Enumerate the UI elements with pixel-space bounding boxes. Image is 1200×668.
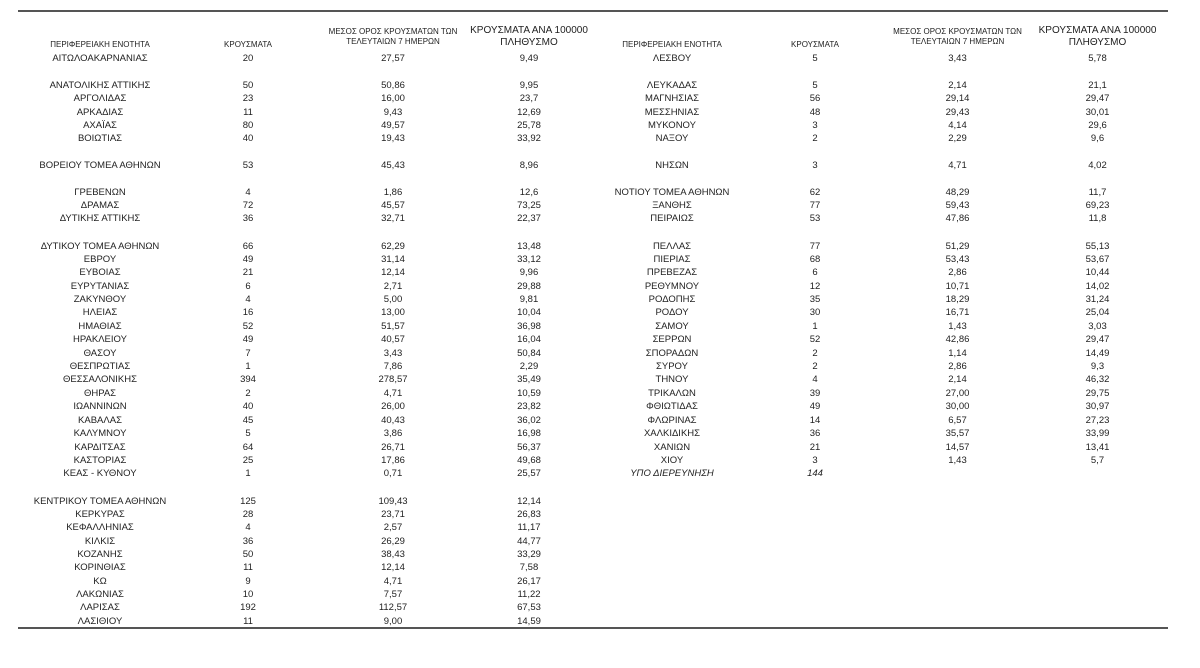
cases-cell: 4 <box>812 374 818 385</box>
region-cell: ΣΠΟΡΑΔΩΝ <box>645 348 699 359</box>
region-cell: ΗΛΕΙΑΣ <box>82 307 118 318</box>
avg7-cell: 31,14 <box>381 254 405 265</box>
region-cell: ΗΡΑΚΛΕΙΟΥ <box>73 334 127 345</box>
cases-cell: 3 <box>812 455 818 466</box>
cases-cell: 2 <box>245 388 251 399</box>
region-cell: ΘΕΣΠΡΩΤΙΑΣ <box>69 361 131 372</box>
cases-cell: 11 <box>243 616 253 627</box>
per100k-cell: 29,88 <box>517 281 541 292</box>
avg7-cell: 9,43 <box>383 107 403 118</box>
cases-cell: 5 <box>245 428 251 439</box>
cases-cell: 11 <box>243 562 253 573</box>
per100k-cell: 7,58 <box>519 562 539 573</box>
region-cell: ΡΕΘΥΜΝΟΥ <box>644 281 700 292</box>
cases-cell: 20 <box>242 53 254 64</box>
cases-cell: 35 <box>809 294 821 305</box>
region-cell: ΠΙΕΡΙΑΣ <box>653 254 691 265</box>
avg7-cell: 1,43 <box>948 321 967 332</box>
cases-cell: 48 <box>809 107 821 118</box>
region-cell: ΒΟΙΩΤΙΑΣ <box>77 133 123 144</box>
per100k-cell: 8,96 <box>519 160 539 171</box>
cases-cell: 4 <box>245 294 251 305</box>
left-header-avg7: ΜΕΣΟΣ ΟΡΟΣ ΚΡΟΥΣΜΑΤΩΝ ΤΩΝ ΤΕΛΕΥΤΑΙΩΝ 7 ΗΜΕΡΩΝ <box>328 27 458 46</box>
avg7-cell: 4,71 <box>383 388 403 399</box>
cases-cell: 7 <box>245 348 251 359</box>
region-cell: ΣΕΡΡΩΝ <box>652 334 692 345</box>
per100k-cell: 11,8 <box>1088 213 1107 224</box>
cases-cell: 72 <box>242 200 254 211</box>
per100k-cell: 35,49 <box>517 374 541 385</box>
region-cell: ΚΟΡΙΝΘΙΑΣ <box>74 562 126 573</box>
avg7-cell: 45,43 <box>381 160 405 171</box>
per100k-cell: 13,48 <box>517 241 541 252</box>
avg7-cell: 4,71 <box>948 160 967 171</box>
per100k-cell: 25,78 <box>517 120 541 131</box>
per100k-cell: 14,59 <box>517 616 541 627</box>
avg7-cell: 2,71 <box>383 281 403 292</box>
cases-cell: 1 <box>245 468 251 479</box>
per100k-cell: 22,37 <box>517 213 541 224</box>
region-cell: ΒΟΡΕΙΟΥ ΤΟΜΕΑ ΑΘΗΝΩΝ <box>39 160 161 171</box>
per100k-cell: 23,82 <box>517 401 541 412</box>
region-cell: ΦΘΙΩΤΙΔΑΣ <box>646 401 698 412</box>
avg7-cell: 2,57 <box>383 522 403 533</box>
per100k-cell: 67,53 <box>517 602 541 613</box>
per100k-cell: 9,81 <box>519 294 539 305</box>
region-cell: ΚΙΛΚΙΣ <box>84 536 116 547</box>
region-cell: ΛΑΣΙΘΙΟΥ <box>77 616 123 627</box>
region-cell: ΘΑΣΟΥ <box>83 348 117 359</box>
region-cell: ΚΑΛΥΜΝΟΥ <box>73 428 127 439</box>
region-cell: ΘΗΡΑΣ <box>83 388 117 399</box>
per100k-cell: 36,98 <box>517 321 541 332</box>
cases-cell: 1 <box>245 361 251 372</box>
region-cell: ΣΥΡΟΥ <box>656 361 688 372</box>
per100k-cell: 29,75 <box>1085 388 1110 399</box>
avg7-cell: 26,71 <box>381 442 405 453</box>
cases-cell: 4 <box>245 522 251 533</box>
region-cell: ΛΕΥΚΑΔΑΣ <box>646 80 698 91</box>
region-cell: ΞΑΝΘΗΣ <box>652 200 692 211</box>
per100k-cell: 29,47 <box>1085 93 1110 104</box>
region-cell: ΔΡΑΜΑΣ <box>80 200 120 211</box>
avg7-cell: 4,14 <box>948 120 967 131</box>
per100k-cell: 11,7 <box>1088 187 1107 198</box>
cases-cell: 39 <box>809 388 821 399</box>
region-cell: ΠΕΙΡΑΙΩΣ <box>650 213 694 224</box>
per100k-cell: 27,23 <box>1085 415 1110 426</box>
cases-cell: 49 <box>242 334 254 345</box>
cases-cell: 125 <box>240 496 256 507</box>
per100k-cell: 12,6 <box>519 187 539 198</box>
per100k-cell: 10,44 <box>1085 267 1110 278</box>
avg7-cell: 62,29 <box>381 241 405 252</box>
top-rule <box>18 10 1168 12</box>
per100k-cell: 9,95 <box>519 80 539 91</box>
per100k-cell: 3,03 <box>1088 321 1107 332</box>
avg7-cell: 14,57 <box>945 442 970 453</box>
avg7-cell: 51,57 <box>381 321 405 332</box>
per100k-cell: 14,02 <box>1085 281 1110 292</box>
region-cell: ΚΕΝΤΡΙΚΟΥ ΤΟΜΕΑ ΑΘΗΝΩΝ <box>33 496 167 507</box>
avg7-cell: 7,57 <box>383 589 403 600</box>
region-cell: ΕΥΡΥΤΑΝΙΑΣ <box>70 281 130 292</box>
cases-cell: 56 <box>809 93 821 104</box>
region-cell: ΚΕΡΚΥΡΑΣ <box>75 509 125 520</box>
avg7-cell: 7,86 <box>383 361 403 372</box>
per100k-cell: 30,97 <box>1085 401 1110 412</box>
cases-cell: 64 <box>242 442 254 453</box>
per100k-cell: 5,7 <box>1090 455 1105 466</box>
region-cell: ΔΥΤΙΚΗΣ ΑΤΤΙΚΗΣ <box>59 213 141 224</box>
avg7-cell: 6,57 <box>948 415 967 426</box>
left-header-per100k: ΚΡΟΥΣΜΑΤΑ ΑΝΑ 100000 ΠΛΗΘΥΣΜΟ <box>470 25 588 48</box>
per100k-cell: 16,98 <box>517 428 541 439</box>
region-cell: ΜΕΣΣΗΝΙΑΣ <box>644 107 700 118</box>
cases-cell: 3 <box>812 160 818 171</box>
avg7-cell: 26,00 <box>381 401 405 412</box>
region-cell: ΝΟΤΙΟΥ ΤΟΜΕΑ ΑΘΗΝΩΝ <box>614 187 730 198</box>
cases-cell: 144 <box>807 468 823 479</box>
per100k-cell: 25,04 <box>1085 307 1110 318</box>
avg7-cell: 17,86 <box>381 455 405 466</box>
per100k-cell: 21,1 <box>1088 80 1107 91</box>
avg7-cell: 2,86 <box>948 361 967 372</box>
per100k-cell: 9,49 <box>519 53 539 64</box>
avg7-cell: 26,29 <box>381 536 405 547</box>
cases-cell: 23 <box>242 93 254 104</box>
cases-cell: 40 <box>242 133 254 144</box>
cases-cell: 16 <box>242 307 254 318</box>
bottom-rule <box>18 627 1168 629</box>
cases-cell: 2 <box>812 133 818 144</box>
per100k-cell: 11,17 <box>517 522 541 533</box>
avg7-cell: 112,57 <box>378 602 408 613</box>
avg7-cell: 12,14 <box>381 267 405 278</box>
region-cell: ΡΟΔΟΠΗΣ <box>648 294 696 305</box>
avg7-cell: 19,43 <box>381 133 405 144</box>
cases-cell: 6 <box>812 267 818 278</box>
avg7-cell: 2,29 <box>948 133 967 144</box>
region-cell: ΛΑΚΩΝΙΑΣ <box>76 589 124 600</box>
region-cell: ΘΕΣΣΑΛΟΝΙΚΗΣ <box>63 374 137 385</box>
cases-cell: 9 <box>245 576 251 587</box>
avg7-cell: 29,43 <box>945 107 970 118</box>
per100k-cell: 56,37 <box>517 442 541 453</box>
cases-cell: 1 <box>812 321 818 332</box>
region-cell: ΦΛΩΡΙΝΑΣ <box>647 415 697 426</box>
right-header-cases: ΚΡΟΥΣΜΑΤΑ <box>791 40 839 49</box>
per100k-cell: 44,77 <box>517 536 541 547</box>
left-header-cases: ΚΡΟΥΣΜΑΤΑ <box>224 40 272 49</box>
cases-cell: 5 <box>812 53 818 64</box>
avg7-cell: 10,71 <box>945 281 970 292</box>
per100k-cell: 13,41 <box>1085 442 1110 453</box>
per100k-cell: 30,01 <box>1085 107 1110 118</box>
per100k-cell: 46,32 <box>1085 374 1110 385</box>
avg7-cell: 16,71 <box>945 307 970 318</box>
avg7-cell: 47,86 <box>945 213 970 224</box>
per100k-cell: 29,47 <box>1085 334 1110 345</box>
region-cell: ΛΑΡΙΣΑΣ <box>80 602 120 613</box>
cases-cell: 40 <box>242 401 254 412</box>
cases-cell: 77 <box>809 200 821 211</box>
per100k-cell: 69,23 <box>1085 200 1110 211</box>
avg7-cell: 45,57 <box>381 200 405 211</box>
cases-cell: 50 <box>242 549 254 560</box>
region-cell: ΤΡΙΚΑΛΩΝ <box>648 388 696 399</box>
cases-cell: 45 <box>242 415 254 426</box>
per100k-cell: 2,29 <box>519 361 539 372</box>
avg7-cell: 12,14 <box>381 562 405 573</box>
region-cell: ΤΗΝΟΥ <box>655 374 689 385</box>
cases-cell: 36 <box>809 428 821 439</box>
per100k-cell: 4,02 <box>1088 160 1107 171</box>
region-cell: ΜΥΚΟΝΟΥ <box>648 120 696 131</box>
right-header-per100k: ΚΡΟΥΣΜΑΤΑ ΑΝΑ 100000 ΠΛΗΘΥΣΜΟ <box>1038 25 1157 48</box>
per100k-cell: 5,78 <box>1088 53 1107 64</box>
region-cell: ΚΑΣΤΟΡΙΑΣ <box>73 455 127 466</box>
cases-cell: 14 <box>809 415 821 426</box>
cases-cell: 66 <box>242 241 254 252</box>
avg7-cell: 50,86 <box>381 80 405 91</box>
region-cell: ΑΧΑΪΑΣ <box>83 120 117 131</box>
avg7-cell: 23,71 <box>381 509 405 520</box>
per100k-cell: 53,67 <box>1085 254 1110 265</box>
per100k-cell: 36,02 <box>517 415 541 426</box>
region-cell: ΑΝΑΤΟΛΙΚΗΣ ΑΤΤΙΚΗΣ <box>49 80 151 91</box>
per100k-cell: 10,04 <box>517 307 541 318</box>
avg7-cell: 38,43 <box>381 549 405 560</box>
avg7-cell: 278,57 <box>378 374 408 385</box>
region-cell: ΠΡΕΒΕΖΑΣ <box>646 267 698 278</box>
cases-cell: 394 <box>240 374 256 385</box>
cases-cell: 50 <box>242 80 254 91</box>
cases-cell: 21 <box>809 442 821 453</box>
avg7-cell: 35,57 <box>945 428 970 439</box>
avg7-cell: 48,29 <box>945 187 970 198</box>
region-cell: ΝΑΞΟΥ <box>655 133 689 144</box>
avg7-cell: 2,86 <box>948 267 967 278</box>
region-cell: ΝΗΣΩΝ <box>655 160 689 171</box>
per100k-cell: 55,13 <box>1085 241 1110 252</box>
cases-cell: 49 <box>242 254 254 265</box>
region-cell: ΕΥΒΟΙΑΣ <box>79 267 121 278</box>
cases-cell: 5 <box>812 80 818 91</box>
right-header-region: ΠΕΡΙΦΕΡΕΙΑΚΗ ΕΝΟΤΗΤΑ <box>622 40 722 49</box>
per100k-cell: 29,6 <box>1088 120 1107 131</box>
avg7-cell: 27,57 <box>381 53 405 64</box>
avg7-cell: 51,29 <box>945 241 970 252</box>
avg7-cell: 4,71 <box>383 576 403 587</box>
per100k-cell: 14,49 <box>1085 348 1110 359</box>
avg7-cell: 30,00 <box>945 401 970 412</box>
avg7-cell: 3,43 <box>383 348 403 359</box>
region-cell: ΧΑΝΙΩΝ <box>653 442 691 453</box>
avg7-cell: 53,43 <box>945 254 970 265</box>
avg7-cell: 2,14 <box>948 80 967 91</box>
cases-cell: 12 <box>809 281 821 292</box>
region-cell: ΧΙΟΥ <box>660 455 684 466</box>
per100k-cell: 10,59 <box>517 388 541 399</box>
per100k-cell: 26,83 <box>517 509 541 520</box>
region-cell: ΑΡΓΟΛΙΔΑΣ <box>73 93 127 104</box>
region-cell: ΔΥΤΙΚΟΥ ΤΟΜΕΑ ΑΘΗΝΩΝ <box>40 241 160 252</box>
region-cell: ΜΑΓΝΗΣΙΑΣ <box>645 93 699 104</box>
cases-cell: 28 <box>242 509 254 520</box>
cases-cell: 62 <box>809 187 821 198</box>
per100k-cell: 31,24 <box>1085 294 1110 305</box>
per100k-cell: 73,25 <box>517 200 541 211</box>
avg7-cell: 29,14 <box>945 93 970 104</box>
per100k-cell: 11,22 <box>517 589 541 600</box>
per100k-cell: 9,6 <box>1090 133 1105 144</box>
avg7-cell: 27,00 <box>945 388 970 399</box>
avg7-cell: 32,71 <box>381 213 405 224</box>
per100k-cell: 26,17 <box>517 576 541 587</box>
cases-cell: 6 <box>245 281 251 292</box>
cases-cell: 49 <box>809 401 821 412</box>
cases-cell: 77 <box>809 241 821 252</box>
region-cell: ΥΠΟ ΔΙΕΡΕΥΝΗΣΗ <box>630 468 714 479</box>
per100k-cell: 33,12 <box>517 254 541 265</box>
region-cell: ΚΕΑΣ - ΚΥΘΝΟΥ <box>63 468 137 479</box>
region-cell: ΑΙΤΩΛΟΑΚΑΡΝΑΝΙΑΣ <box>52 53 148 64</box>
avg7-cell: 40,43 <box>381 415 405 426</box>
cases-cell: 53 <box>809 213 821 224</box>
avg7-cell: 3,86 <box>383 428 403 439</box>
cases-cell: 80 <box>242 120 254 131</box>
cases-cell: 36 <box>242 536 254 547</box>
cases-cell: 2 <box>812 348 818 359</box>
per100k-cell: 50,84 <box>517 348 541 359</box>
avg7-cell: 16,00 <box>381 93 405 104</box>
avg7-cell: 59,43 <box>945 200 970 211</box>
cases-cell: 68 <box>809 254 821 265</box>
region-cell: ΕΒΡΟΥ <box>83 254 117 265</box>
cases-cell: 25 <box>242 455 254 466</box>
region-cell: ΚΑΡΔΙΤΣΑΣ <box>74 442 126 453</box>
region-cell: ΗΜΑΘΙΑΣ <box>78 321 122 332</box>
avg7-cell: 1,43 <box>948 455 967 466</box>
region-cell: ΛΕΣΒΟΥ <box>652 53 692 64</box>
avg7-cell: 40,57 <box>381 334 405 345</box>
per100k-cell: 16,04 <box>517 334 541 345</box>
left-header-region: ΠΕΡΙΦΕΡΕΙΑΚΗ ΕΝΟΤΗΤΑ <box>50 40 150 49</box>
cases-cell: 30 <box>809 307 821 318</box>
avg7-cell: 109,43 <box>378 496 408 507</box>
avg7-cell: 42,86 <box>945 334 970 345</box>
region-cell: ΡΟΔΟΥ <box>655 307 689 318</box>
region-cell: ΑΡΚΑΔΙΑΣ <box>76 107 124 118</box>
cases-cell: 2 <box>812 361 818 372</box>
cases-cell: 52 <box>242 321 254 332</box>
avg7-cell: 2,14 <box>948 374 967 385</box>
region-cell: ΧΑΛΚΙΔΙΚΗΣ <box>643 428 701 439</box>
avg7-cell: 0,71 <box>383 468 403 479</box>
per100k-cell: 9,3 <box>1090 361 1105 372</box>
region-cell: ΚΑΒΑΛΑΣ <box>78 415 122 426</box>
region-cell: ΚΩ <box>93 576 107 587</box>
cases-cell: 21 <box>242 267 254 278</box>
cases-cell: 53 <box>242 160 254 171</box>
avg7-cell: 1,86 <box>383 187 403 198</box>
region-cell: ΖΑΚΥΝΘΟΥ <box>73 294 127 305</box>
per100k-cell: 33,29 <box>517 549 541 560</box>
avg7-cell: 9,00 <box>383 616 403 627</box>
region-cell: ΚΟΖΑΝΗΣ <box>77 549 123 560</box>
avg7-cell: 49,57 <box>381 120 405 131</box>
region-cell: ΠΕΛΛΑΣ <box>652 241 692 252</box>
region-cell: ΣΑΜΟΥ <box>655 321 689 332</box>
cases-cell: 11 <box>243 107 253 118</box>
cases-cell: 4 <box>245 187 251 198</box>
avg7-cell: 3,43 <box>948 53 967 64</box>
region-cell: ΙΩΑΝΝΙΝΩΝ <box>73 401 127 412</box>
cases-cell: 192 <box>240 602 256 613</box>
per100k-cell: 23,7 <box>519 93 539 104</box>
avg7-cell: 1,14 <box>948 348 967 359</box>
per100k-cell: 33,99 <box>1085 428 1110 439</box>
cases-cell: 10 <box>242 589 254 600</box>
cases-cell: 3 <box>812 120 818 131</box>
right-header-avg7: ΜΕΣΟΣ ΟΡΟΣ ΚΡΟΥΣΜΑΤΩΝ ΤΩΝ ΤΕΛΕΥΤΑΙΩΝ 7 ΗΜΕΡΩΝ <box>893 27 1022 46</box>
cases-cell: 52 <box>809 334 821 345</box>
region-cell: ΚΕΦΑΛΛΗΝΙΑΣ <box>66 522 134 533</box>
avg7-cell: 18,29 <box>945 294 970 305</box>
per100k-cell: 49,68 <box>517 455 541 466</box>
per100k-cell: 33,92 <box>517 133 541 144</box>
avg7-cell: 5,00 <box>383 294 403 305</box>
per100k-cell: 12,14 <box>517 496 541 507</box>
per100k-cell: 25,57 <box>517 468 541 479</box>
per100k-cell: 9,96 <box>519 267 539 278</box>
avg7-cell: 13,00 <box>381 307 405 318</box>
cases-cell: 36 <box>242 213 254 224</box>
region-cell: ΓΡΕΒΕΝΩΝ <box>74 187 126 198</box>
per100k-cell: 12,69 <box>517 107 541 118</box>
